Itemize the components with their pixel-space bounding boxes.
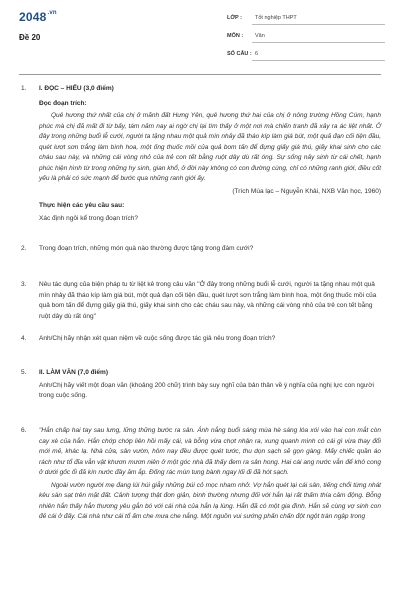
meta-label: MÔN : (227, 33, 244, 39)
question-1 (21, 84, 381, 244)
meta-label: SỐ CÂU : (227, 51, 252, 57)
exam-meta (227, 13, 385, 67)
meta-underline (252, 24, 385, 25)
question-prompt: Anh/Chị hãy viết một đoạn văn (khoảng 200 chữ) trình bày suy nghĩ của bản thân về ý nghĩa của nghị lực con người trong cuộc sống. (39, 381, 374, 399)
task-lead: Thực hiện các yêu cầu sau: (39, 202, 125, 209)
logo-suffix: .vn (47, 10, 57, 16)
question-number: 1. (21, 85, 27, 92)
question-prompt: Anh/Chị hãy nhận xét quan niệm về cuộc sống được tác giả nêu trong đoạn trích? (39, 335, 276, 342)
passage-lead: Đọc đoạn trích: (39, 99, 87, 107)
meta-row-count (227, 49, 385, 67)
reading-passage: Quê hương thứ nhất của chị ở mãnh đất Hưng Yên, quê hương thứ hai của chị ở nông trường Hồng Cúm, hạnh phúc mà chị đã mất đi từ bấy, tám năm nay ai ngờ chị lại tìm thấy ở một nơi mà chiến tranh đã xảy ra ác liệt nhất. Ở đây trong những buổi lễ cưới, người ta tặng nhau một quả mìn nhảy đã tháo kíp làm giá bút, một quả đạn cối tiện đầu, quét lượt sơn trắng làm bình hoa, một ống thuốc mồi của quả bom tấn để đựng giấy giá thú, giấy khai sinh cho các cháu sau này, và những cái vòng nhỏ của trẻ con tết bằng ruột dây dù rất óng. Sự sống nảy sinh từ cái chết, hạnh phúc hiện hình từ trong những hy sinh, gian khổ, ở đời này không có con đường cùng, chỉ có những ranh giới, điều cốt yếu là phải có sức mạnh để bước qua những ranh giới ấy. (39, 112, 381, 182)
question-number: 3. (21, 281, 27, 288)
question-4 (21, 334, 381, 368)
literary-passage-continued: Ngoài vườn người mẹ đang lúi húi giẫy những búi cỏ mọc nham nhở. Vợ hắn quét lại cái sân, tiếng chổi từng nhát kêu sàn sạt trên mặt đất. Cảnh tượng thật đơn giản, bình thường nhưng đối với hắn lại rất thấm thía cảm động. Bỗng nhiên hắn thấy hắn thương yêu gắn bó với cái nhà của hắn lạ lùng. Hắn đã có một gia đình. Hắn sẽ cùng vợ sinh con đẻ cái ở đấy. Cái nhà như cái tổ ấm che mưa che nắng. Một nguồn vui sướng phấn chấn đột ngột tràn ngập trong (39, 481, 381, 520)
question-2 (21, 244, 381, 280)
header (0, 0, 400, 72)
question-prompt: Xác định ngôi kể trong đoạn trích? (39, 214, 139, 222)
meta-underline (252, 60, 385, 61)
meta-label: LỚP : (227, 15, 242, 21)
meta-row-subject (227, 31, 385, 49)
question-number: 4. (21, 335, 27, 342)
question-prompt: Trong đoạn trích, những món quà nào thường được tặng trong đám cưới? (39, 245, 254, 252)
section-heading: I. ĐỌC – HIỂU (3,0 điểm) (39, 85, 114, 92)
passage-source: (Trích Mùa lạc – Nguyễn Khải, NXB Văn học, 1960) (232, 187, 381, 195)
question-list (21, 84, 381, 523)
header-divider (19, 74, 381, 75)
section-heading: II. LÀM VĂN (7,0 điểm) (39, 369, 108, 376)
meta-underline (252, 42, 385, 43)
question-number: 2. (21, 245, 27, 252)
question-prompt: Nêu tác dụng của biện pháp tu từ liệt kê trong câu văn "Ở đây trong những buổi lễ cưới, người ta tặng nhau một quả mìn nhảy đã tháo kíp làm giá bút, một quả đạn cối tiện đầu, quét lượt sơn trắng làm bình hoa, một ống thuốc mồi của quả bom tấn để đựng giấy giá thú, giấy khai sinh cho các cháu sau này, và những cái vòng nhỏ của trẻ con tết bằng ruột dây dù rất óng" (39, 281, 377, 320)
question-number: 5. (21, 369, 27, 376)
question-6 (21, 426, 381, 523)
meta-value: 6 (255, 51, 259, 57)
meta-row-class (227, 13, 385, 31)
question-5 (21, 368, 381, 424)
exam-title: Đề 20 (19, 33, 41, 42)
literary-passage: "Hắn chấp hai tay sau lưng, lững thững bước ra sân. Ánh nắng buổi sáng mùa hè sáng lóa xói vào hai con mắt còn cay xè của hắn. Hắn chớp chớp liên hồi mấy cái, và bỗng vừa chợt nhận ra, xung quanh mình có cái gì vừa thay đổi mới mẻ, khác lạ. Nhà cửa, sân vườn, hôm nay đều được quét tước, thu dọn sạch sẽ gọn gàng. Mấy chiếc quần áo rách như tổ đỉa vẫn vật khươn mươn niên ở một góc nhà đã thấy đem ra sân hong. Hai cái ang nước vẫn để khô cong ở dưới gốc ổi đã kín nước đầy ăm ắp. Đống rác mùn tung bành ngay lối đi đã hót sạch. (39, 427, 381, 476)
logo-main: 2048 (19, 10, 47, 24)
meta-value: Văn (255, 33, 265, 39)
question-3 (21, 280, 381, 334)
site-logo[interactable] (19, 10, 57, 24)
meta-value: Tốt nghiệp THPT (255, 15, 297, 21)
question-number: 6. (21, 427, 27, 434)
